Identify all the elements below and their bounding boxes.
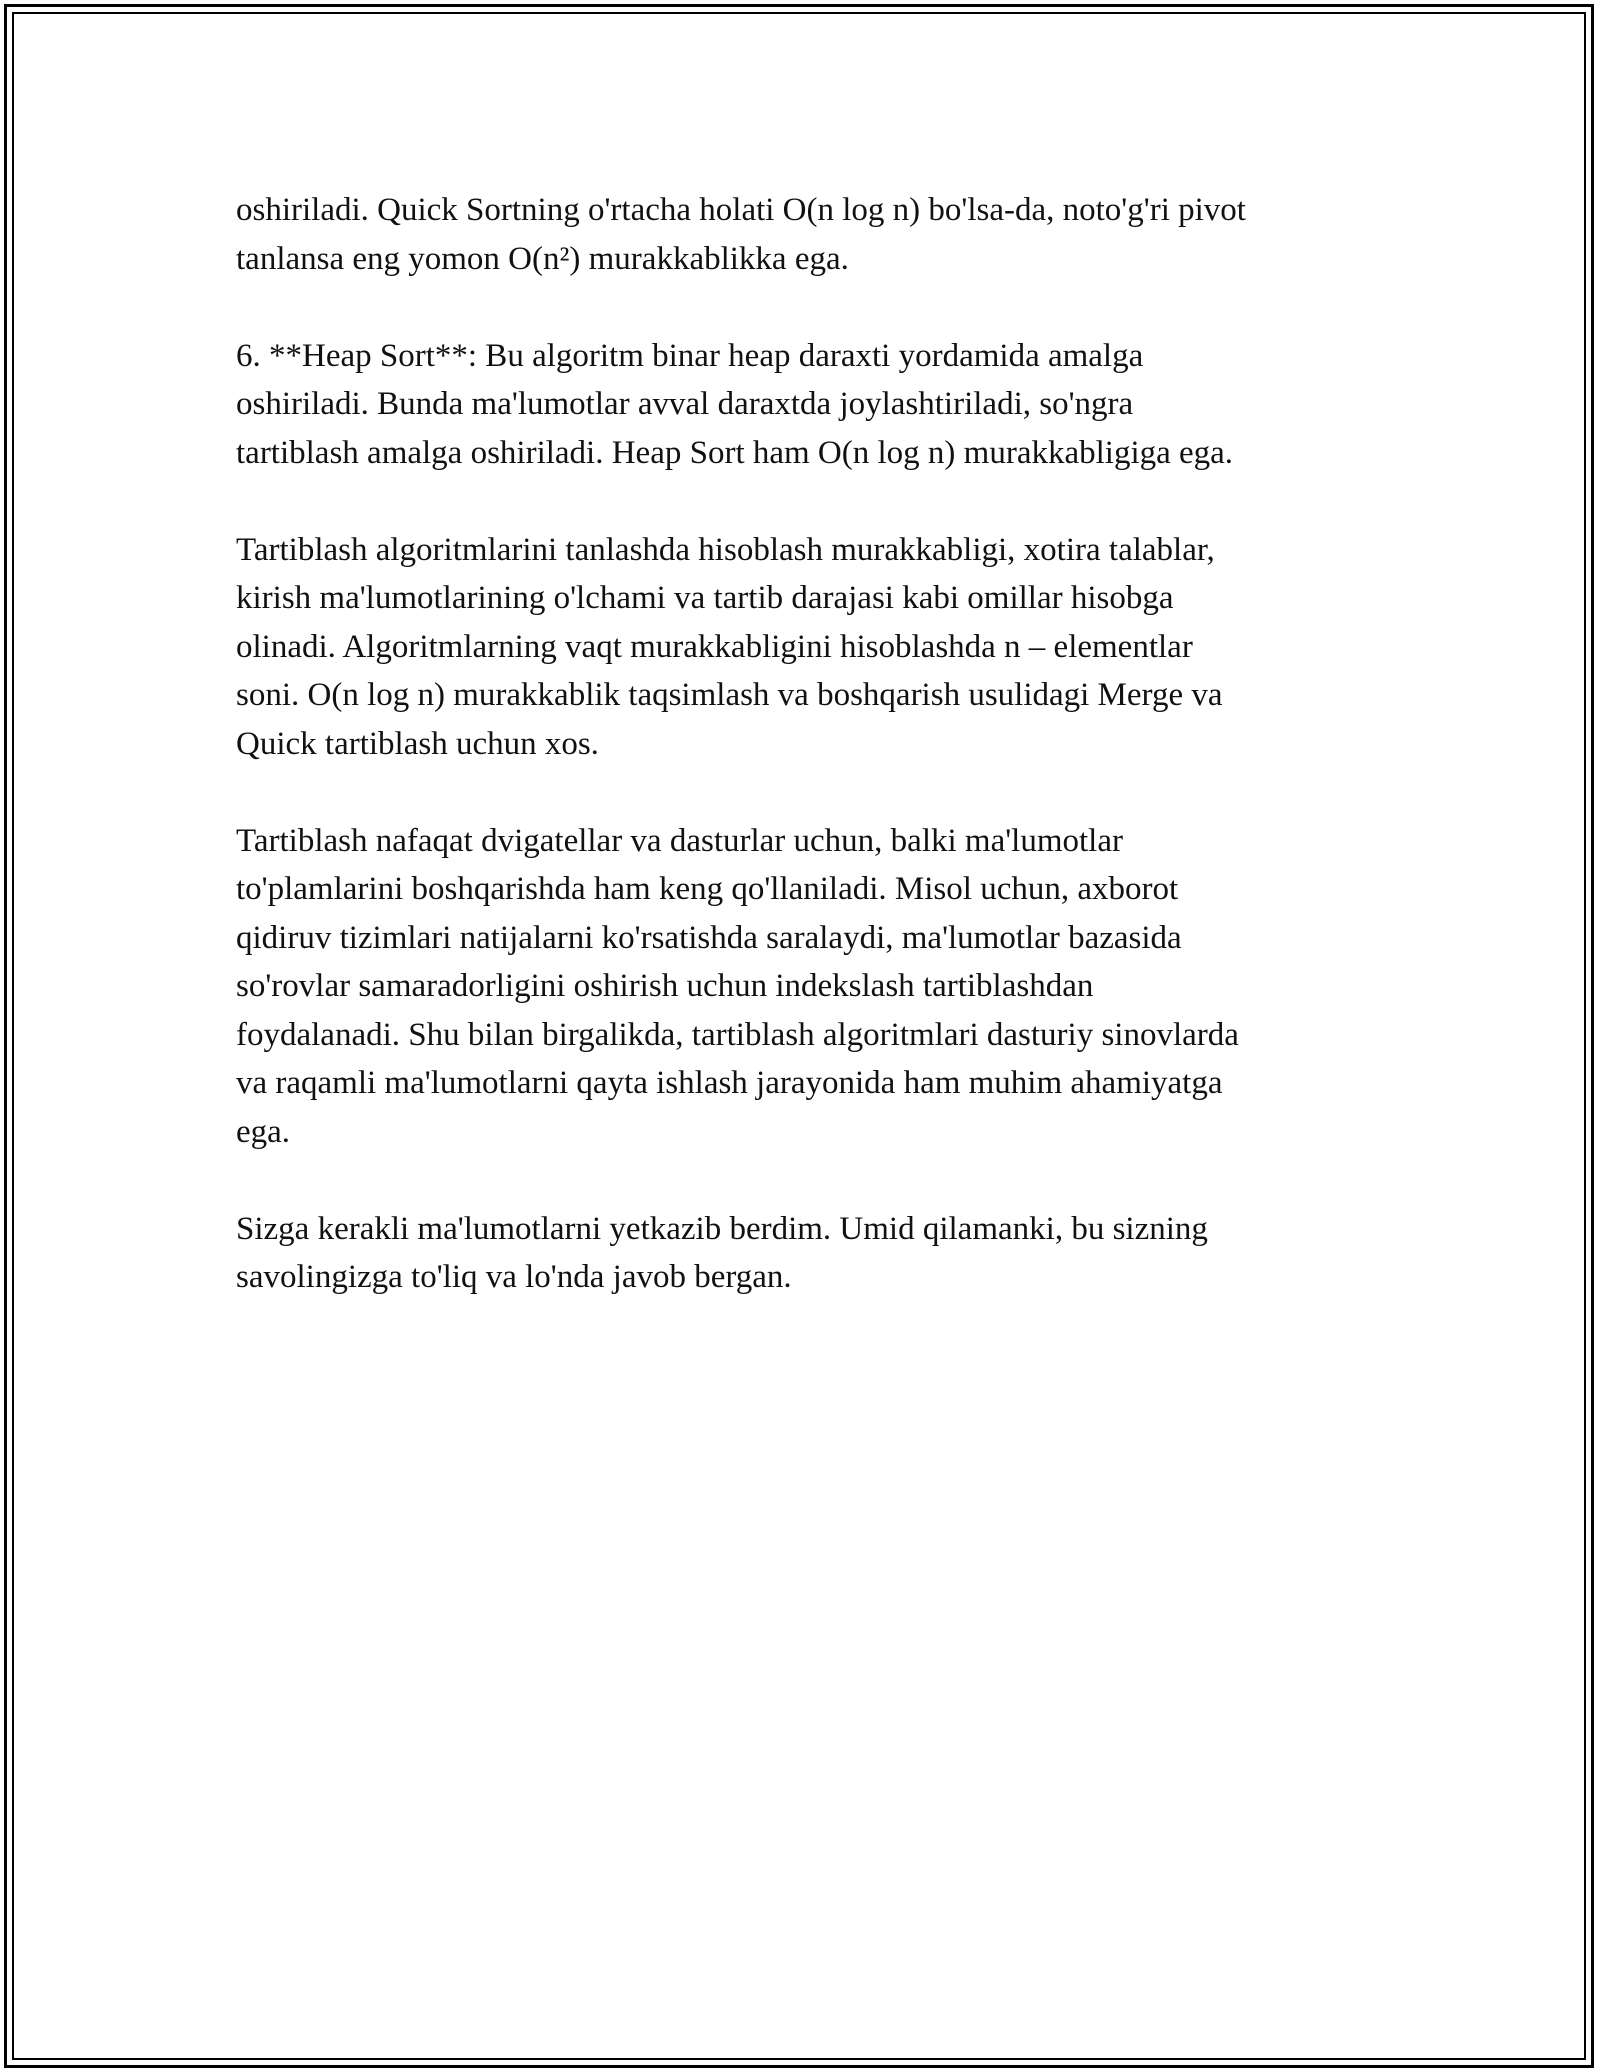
document-body — [236, 186, 1376, 1302]
paragraph-algorithm-selection: Tartiblash algoritmlarini tanlashda hisoblash murakkabligi, xotira talablar, kirish ma'lumotlarining o'lchami va tartib darajasi kabi omillar hisobga olinadi. Algoritmlarning vaqt murakkabligini hisoblashda n – elementlar soni. O(n log n) murakkablik taqsimlash va boshqarish usulidagi Merge va Quick tartiblash uchun xos. — [236, 531, 1223, 762]
paragraph-closing: Sizga kerakli ma'lumotlarni yetkazib berdim. Umid qilamanki, bu sizning savolingizga to'liq va lo'nda javob bergan. — [236, 1210, 1208, 1295]
paragraph-quick-sort-continuation: oshiriladi. Quick Sortning o'rtacha holati O(n log n) bo'lsa-da, noto'g'ri pivot tanlansa eng yomon O(n²) murakkablikka ega. — [236, 192, 1246, 277]
paragraph-applications: Tartiblash nafaqat dvigatellar va dasturlar uchun, balki ma'lumotlar to'plamlarini boshqarishda ham keng qo'llaniladi. Misol uchun, axborot qidiruv tizimlari natijalarni ko'rsatishda saralaydi, ma'lumotlar bazasida so'rovlar samaradorligini oshirish uchun indekslash tartiblashdan foydalanadi. Shu bilan birgalikda, tartiblash algoritmlari dasturiy sinovlarda va raqamli ma'lumotlarni qayta ishlash jarayonida ham muhim ahamiyatga ega. — [236, 822, 1239, 1150]
paragraph-heap-sort: 6. **Heap Sort**: Bu algoritm binar heap daraxti yordamida amalga oshiriladi. Bunda ma'lumotlar avval daraxtda joylashtiriladi, so'ngra tartiblash amalga oshiriladi. Heap Sort ham O(n log n) murakkabligiga ega. — [236, 337, 1234, 471]
